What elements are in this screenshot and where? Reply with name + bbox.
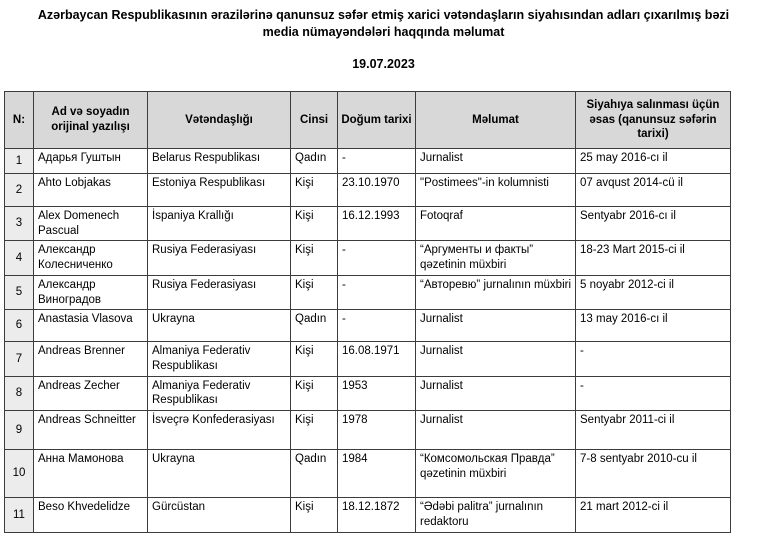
cell-birth-date: -: [338, 241, 416, 275]
cell-listing-basis: 07 avqust 2014-cü il: [576, 174, 731, 207]
cell-citizenship: Gürcüstan: [148, 498, 291, 532]
header-birth-date: Doğum tarixi: [338, 92, 416, 149]
cell-gender: Kişi: [291, 498, 338, 532]
cell-citizenship: İsveçrə Konfederasiyası: [148, 411, 291, 450]
cell-listing-basis: 21 mart 2012-ci il: [576, 498, 731, 532]
header-name: Ad və soyadın orijinal yazılışı: [34, 92, 148, 149]
table-row: [5, 275, 731, 309]
cell-number: 1: [5, 149, 34, 174]
cell-name: Andreas Brenner: [34, 342, 148, 376]
cell-name: Адарья Гуштын: [34, 149, 148, 174]
cell-name: Анна Мамонова: [34, 450, 148, 498]
cell-gender: Kişi: [291, 275, 338, 309]
cell-number: 9: [5, 411, 34, 450]
cell-gender: Kişi: [291, 411, 338, 450]
table-row: [5, 310, 731, 342]
cell-birth-date: 1978: [338, 411, 416, 450]
cell-birth-date: 16.12.1993: [338, 207, 416, 241]
header-citizenship: Vətəndaşlığı: [148, 92, 291, 149]
cell-number: 10: [5, 450, 34, 498]
cell-citizenship: Ukrayna: [148, 450, 291, 498]
cell-birth-date: 16.08.1971: [338, 342, 416, 376]
cell-listing-basis: 13 may 2016-cı il: [576, 310, 731, 342]
cell-info: Jurnalist: [416, 411, 576, 450]
cell-birth-date: -: [338, 310, 416, 342]
cell-info: "Postimees"-in kolumnisti: [416, 174, 576, 207]
header-listing-basis: Siyahıya salınması üçün əsas (qanunsuz səfərin tarixi): [576, 92, 731, 149]
cell-gender: Qadın: [291, 450, 338, 498]
cell-birth-date: -: [338, 275, 416, 309]
table-row: [5, 241, 731, 275]
cell-citizenship: Estoniya Respublikası: [148, 174, 291, 207]
table-row: [5, 411, 731, 450]
cell-listing-basis: -: [576, 376, 731, 410]
cell-birth-date: 1953: [338, 376, 416, 410]
cell-citizenship: Almaniya Federativ Respublikası: [148, 342, 291, 376]
cell-birth-date: -: [338, 149, 416, 174]
cell-name: Александр Виноградов: [34, 275, 148, 309]
cell-citizenship: Rusiya Federasiyası: [148, 241, 291, 275]
cell-name: Ahto Lobjakas: [34, 174, 148, 207]
document-title-line2: media nümayəndələri haqqında məlumat: [262, 24, 505, 39]
cell-citizenship: Rusiya Federasiyası: [148, 275, 291, 309]
cell-number: 7: [5, 342, 34, 376]
cell-name: Andreas Schneitter: [34, 411, 148, 450]
table-row: [5, 450, 731, 498]
cell-gender: Kişi: [291, 174, 338, 207]
cell-listing-basis: 25 may 2016-cı il: [576, 149, 731, 174]
cell-number: 2: [5, 174, 34, 207]
cell-listing-basis: 18-23 Mart 2015-ci il: [576, 241, 731, 275]
cell-citizenship: Almaniya Federativ Respublikası: [148, 376, 291, 410]
header-gender: Cinsi: [291, 92, 338, 149]
cell-info: “Аргументы и факты” qəzetinin müxbiri: [416, 241, 576, 275]
cell-info: Fotoqraf: [416, 207, 576, 241]
cell-info: “Комсомольская Правда” qəzetinin müxbiri: [416, 450, 576, 498]
cell-number: 6: [5, 310, 34, 342]
cell-gender: Kişi: [291, 342, 338, 376]
cell-listing-basis: 7-8 sentyabr 2010-cu il: [576, 450, 731, 498]
media-representatives-table: [4, 91, 731, 533]
table-row: [5, 174, 731, 207]
cell-gender: Qadın: [291, 310, 338, 342]
table-row: [5, 149, 731, 174]
table-header-row: [5, 92, 731, 149]
cell-gender: Kişi: [291, 376, 338, 410]
cell-name: Александр Колесниченко: [34, 241, 148, 275]
cell-birth-date: 23.10.1970: [338, 174, 416, 207]
cell-number: 11: [5, 498, 34, 532]
cell-listing-basis: -: [576, 342, 731, 376]
cell-gender: Kişi: [291, 241, 338, 275]
cell-gender: Qadın: [291, 149, 338, 174]
cell-citizenship: Belarus Respublikası: [148, 149, 291, 174]
cell-citizenship: İspaniya Krallığı: [148, 207, 291, 241]
cell-number: 5: [5, 275, 34, 309]
cell-info: “Ədəbi palitra” jurnalının redaktoru: [416, 498, 576, 532]
cell-number: 3: [5, 207, 34, 241]
cell-gender: Kişi: [291, 207, 338, 241]
cell-info: Jurnalist: [416, 149, 576, 174]
document-title-line1: Azərbaycan Respublikasının ərazilərinə qanunsuz səfər etmiş xarici vətəndaşların siyahısından adları çıxarılmış bəzi: [37, 8, 730, 22]
table-row: [5, 376, 731, 410]
cell-info: Jurnalist: [416, 342, 576, 376]
table-row: [5, 498, 731, 532]
document-date: 19.07.2023: [352, 57, 415, 71]
cell-birth-date: 18.12.1872: [338, 498, 416, 532]
table-row: [5, 342, 731, 376]
cell-info: “Авторевю” jurnalının müxbiri: [416, 275, 576, 309]
header-number: N:: [5, 92, 34, 149]
cell-name: Andreas Zecher: [34, 376, 148, 410]
table-row: [5, 207, 731, 241]
document-title: [0, 0, 767, 40]
cell-citizenship: Ukrayna: [148, 310, 291, 342]
cell-number: 8: [5, 376, 34, 410]
cell-name: Alex Domenech Pascual: [34, 207, 148, 241]
cell-number: 4: [5, 241, 34, 275]
cell-listing-basis: Sentyabr 2011-ci il: [576, 411, 731, 450]
cell-listing-basis: Sentyabr 2016-cı il: [576, 207, 731, 241]
cell-listing-basis: 5 noyabr 2012-ci il: [576, 275, 731, 309]
cell-name: Beso Khvedelidze: [34, 498, 148, 532]
cell-info: Jurnalist: [416, 376, 576, 410]
header-info: Məlumat: [416, 92, 576, 149]
cell-name: Anastasia Vlasova: [34, 310, 148, 342]
cell-info: Jurnalist: [416, 310, 576, 342]
cell-birth-date: 1984: [338, 450, 416, 498]
